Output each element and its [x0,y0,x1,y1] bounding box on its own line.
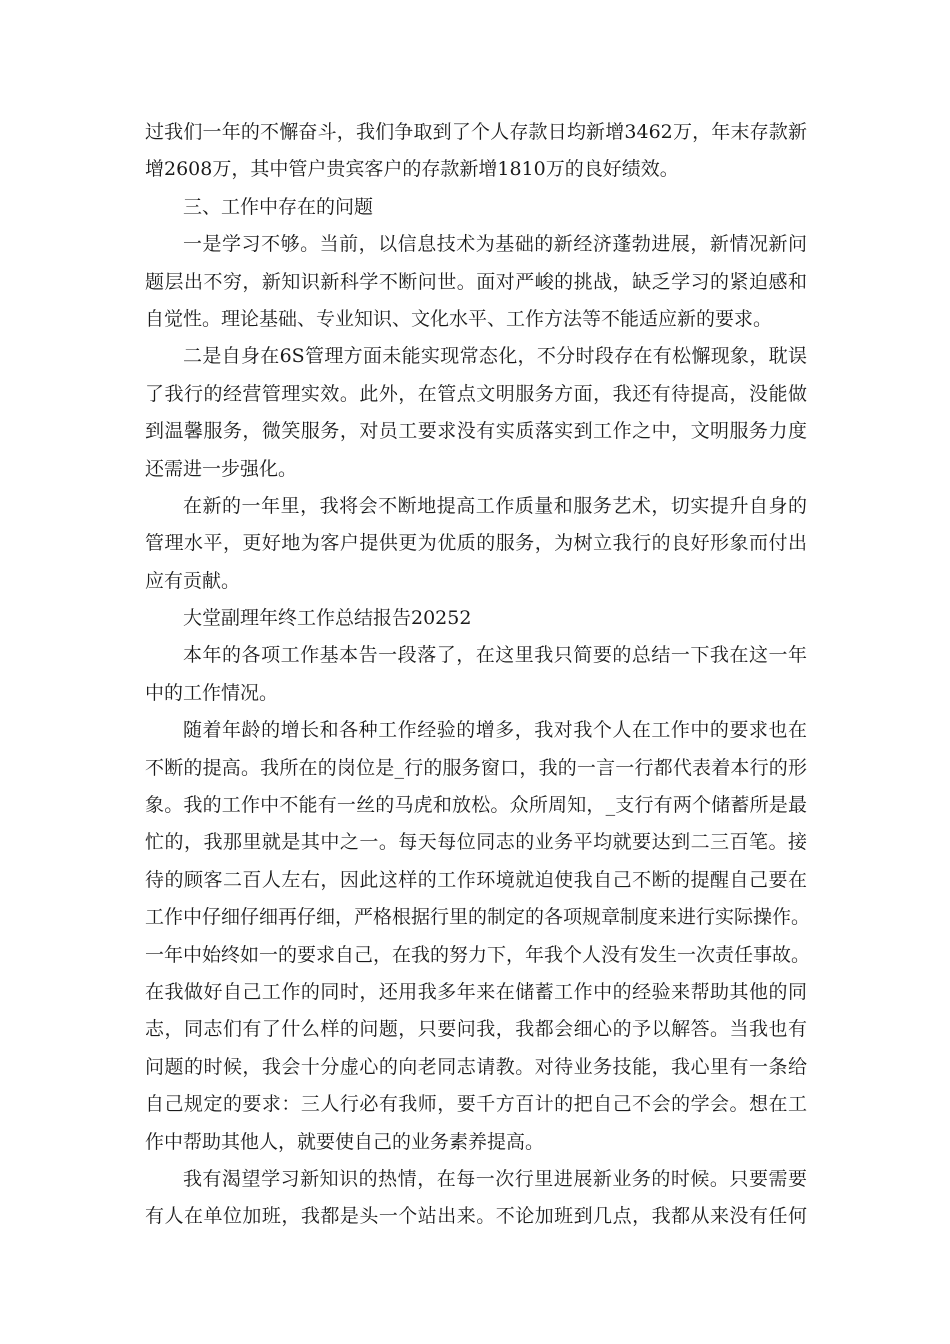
text-line: 了我行的经营管理实效。此外，在管点文明服务方面，我还有待提高，没能做 [145,382,807,405]
report-title: 大堂副理年终工作总结报告20252 [183,607,472,630]
text-line: 增2608万，其中管户贵宾客户的存款新增1810万的良好绩效。 [145,158,679,181]
text-line: 我有渴望学习新知识的热情，在每一次行里进展新业务的时候。只要需要 [183,1167,807,1190]
text-line: 自觉性。理论基础、专业知识、文化水平、工作方法等不能适应新的要求。 [145,307,773,330]
text-line: 到温馨服务，微笑服务，对员工要求没有实质落实到工作之中，文明服务力度 [145,420,807,443]
text-line: 问题的时候，我会十分虚心的向老同志请教。对待业务技能，我心里有一条给 [145,1055,807,1078]
text-line: 有人在单位加班，我都是头一个站出来。不论加班到几点，我都从来没有任何 [145,1205,807,1228]
text-line: 应有贡献。 [145,569,241,592]
text-line: 一是学习不够。当前，以信息技术为基础的新经济蓬勃进展，新情况新问 [183,233,807,256]
text-line: 作中帮助其他人，就要使自己的业务素养提高。 [145,1130,545,1153]
text-line: 待的顾客二百人左右，因此这样的工作环境就迫使我自己不断的提醒自己要在 [145,868,807,891]
text-line: 管理水平，更好地为客户提供更为优质的服务，为树立我行的良好形象而付出 [145,532,807,555]
text-line: 在我做好自己工作的同时，还用我多年来在储蓄工作中的经验来帮助其他的同 [145,980,807,1003]
text-line: 二是自身在6S管理方面未能实现常态化，不分时段存在有松懈现象，耽误 [183,345,807,368]
text-line: 不断的提高。我所在的岗位是_行的服务窗口，我的一言一行都代表着本行的形 [145,756,807,779]
text-line: 题层出不穷，新知识新科学不断问世。面对严峻的挑战，缺乏学习的紧迫感和 [145,270,807,293]
text-line: 忙的，我那里就是其中之一。每天每位同志的业务平均就要达到二三百笔。接 [145,831,807,854]
text-line: 在新的一年里，我将会不断地提高工作质量和服务艺术，切实提升自身的 [183,494,807,517]
text-line: 自己规定的要求：三人行必有我师，要千方百计的把自己不会的学会。想在工 [145,1093,807,1116]
text-line: 过我们一年的不懈奋斗，我们争取到了个人存款日均新增3462万，年末存款新 [145,121,807,143]
text-line: 本年的各项工作基本告一段落了，在这里我只简要的总结一下我在这一年 [183,644,807,667]
text-line: 象。我的工作中不能有一丝的马虎和放松。众所周知，_支行有两个储蓄所是最 [145,794,807,817]
document-body [145,114,811,1236]
text-line: 工作中仔细仔细再仔细，严格根据行里的制定的各项规章制度来进行实际操作。 [145,906,811,929]
text-line: 随着年龄的增长和各种工作经验的增多，我对我个人在工作中的要求也在 [183,719,807,742]
text-line: 志，同志们有了什么样的问题，只要问我，我都会细心的予以解答。当我也有 [145,1018,807,1041]
section-heading: 三、工作中存在的问题 [183,195,374,218]
text-line: 一年中始终如一的要求自己，在我的努力下，年我个人没有发生一次责任事故。 [145,943,811,966]
text-line: 中的工作情况。 [145,681,279,704]
text-line: 还需进一步强化。 [145,457,298,480]
